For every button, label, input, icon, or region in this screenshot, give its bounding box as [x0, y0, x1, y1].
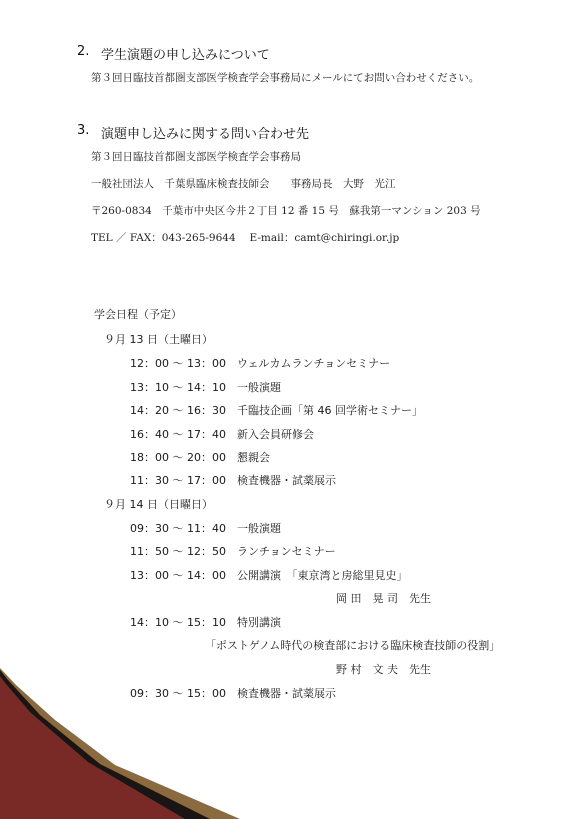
day1-label: ９月 13 日（土曜日）	[104, 333, 213, 346]
day1-item: 11：30 ～ 17：00 検査機器・試薬展示	[130, 474, 336, 487]
day2-item: 09：30 ～ 11：40 一般演題	[130, 522, 281, 535]
day1-item: 13：10 ～ 14：10 一般演題	[130, 381, 281, 394]
section-2-title: 学生演題の申し込みについて	[101, 48, 270, 63]
schedule-title: 学会日程（予定）	[94, 308, 182, 321]
section-2-number: 2.	[77, 44, 90, 59]
day1-item: 18：00 ～ 20：00 懇親会	[130, 451, 270, 464]
day1-item: 16：40 ～ 17：40 新入会員研修会	[130, 428, 314, 441]
day2-item: 13：00 ～ 14：00 公開講演 「東京湾と房総里見史」	[130, 569, 408, 582]
contact-address: 〒260-0834 千葉市中央区今井２丁目 12 番 15 号 蘇我第一マンション 203 号	[91, 205, 481, 217]
section-3-number: 3.	[77, 123, 90, 138]
section-2-body: 第３回日臨技首都圏支部医学検査学会事務局にメールにてお問い合わせください。	[91, 72, 480, 84]
speaker-name: 野 村 文 夫 先生	[336, 663, 431, 676]
contact-association: 一般社団法人 千葉県臨床検査技師会 事務局長 大野 光江	[91, 178, 396, 190]
contact-tel-email: TEL ／ FAX：043-265-9644 E-mail：camt@chiringi.or.jp	[91, 232, 400, 244]
speaker-name: 岡 田 晃 司 先生	[336, 592, 431, 605]
day2-item: 11：50 ～ 12：50 ランチョンセミナー	[130, 545, 336, 558]
day2-item: 09：30 ～ 15：00 検査機器・試薬展示	[130, 687, 336, 700]
day1-item: 12：00 ～ 13：00 ウェルカムランチョンセミナー	[130, 357, 391, 370]
lecture-title: 「ポストゲノム時代の検査部における臨床検査技師の役割」	[205, 639, 501, 652]
day1-item: 14：20 ～ 16：30 千臨技企画「第 46 回学術セミナー」	[130, 404, 423, 417]
contact-office: 第３回日臨技首都圏支部医学検査学会事務局	[91, 151, 301, 163]
section-3-title: 演題申し込みに関する問い合わせ先	[101, 127, 310, 142]
day2-item: 14：10 ～ 15：10 特別講演	[130, 616, 281, 629]
day2-label: ９月 14 日（日曜日）	[104, 498, 213, 511]
